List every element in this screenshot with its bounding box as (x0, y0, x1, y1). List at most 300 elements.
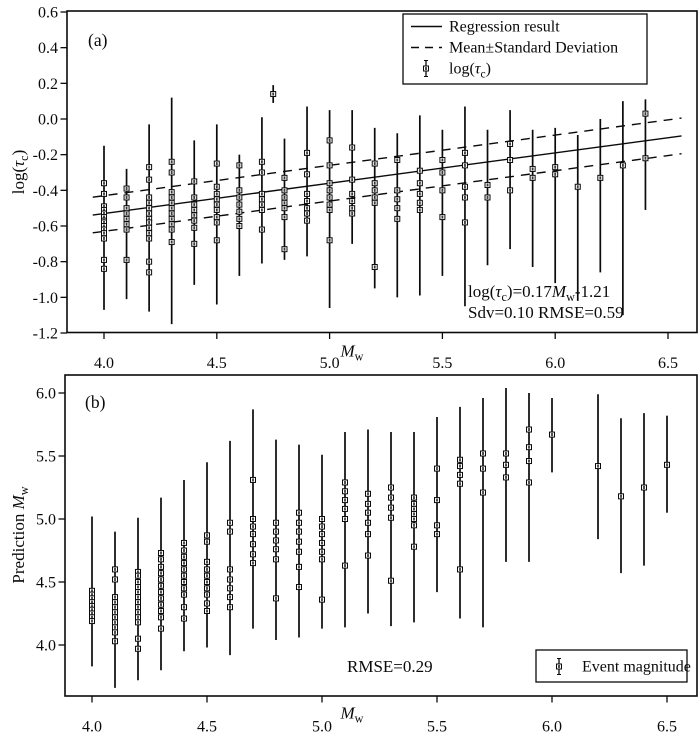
y-tick-label: 0.0 (38, 111, 58, 129)
marker-center-dot (183, 549, 185, 552)
marker-center-dot (126, 258, 128, 261)
marker-center-dot (367, 554, 369, 557)
x-tick-label: 4.0 (94, 355, 114, 372)
legend-label: Event magnitude (582, 658, 691, 676)
marker-center-dot (321, 550, 323, 553)
marker-center-dot (171, 171, 173, 174)
marker-center-dot (482, 452, 484, 455)
marker-center-dot (321, 558, 323, 561)
marker-center-dot (193, 203, 195, 206)
marker-center-dot (216, 221, 218, 224)
marker-center-dot (396, 159, 398, 162)
marker-center-dot (419, 169, 421, 172)
marker-center-dot (306, 173, 308, 176)
regression-line (93, 136, 682, 215)
marker-center-dot (329, 164, 331, 167)
marker-center-dot (284, 196, 286, 199)
marker-center-dot (216, 162, 218, 165)
marker-center-dot (597, 465, 599, 468)
marker-center-dot (413, 507, 415, 510)
marker-center-dot (261, 203, 263, 206)
marker-center-dot (229, 587, 231, 590)
marker-center-dot (171, 160, 173, 163)
x-tick-label: 4.0 (82, 718, 102, 736)
marker-center-dot (413, 545, 415, 548)
marker-center-dot (193, 214, 195, 217)
marker-center-dot (252, 553, 254, 556)
marker-center-dot (321, 598, 323, 601)
marker-center-dot (306, 212, 308, 215)
marker-center-dot (216, 192, 218, 195)
stddev-line-upper (93, 118, 682, 197)
marker-center-dot (183, 541, 185, 544)
marker-center-dot (137, 586, 139, 589)
marker-center-dot (126, 223, 128, 226)
marker-center-dot (160, 603, 162, 606)
legend-label: Regression result (449, 18, 560, 36)
marker-center-dot (344, 564, 346, 567)
marker-center-dot (505, 452, 507, 455)
marker-center-dot (442, 216, 444, 219)
marker-center-dot (344, 490, 346, 493)
marker-center-dot (306, 207, 308, 210)
marker-center-dot (160, 609, 162, 612)
marker-center-dot (344, 481, 346, 484)
marker-center-dot (160, 552, 162, 555)
marker-center-dot (464, 196, 466, 199)
marker-center-dot (114, 578, 116, 581)
marker-center-dot (148, 196, 150, 199)
marker-center-dot (206, 560, 208, 563)
x-tick-label: 5.0 (312, 718, 332, 736)
marker-center-dot (206, 581, 208, 584)
marker-center-dot (193, 208, 195, 211)
legend (536, 650, 691, 682)
marker-center-dot (396, 217, 398, 220)
marker-center-dot (206, 609, 208, 612)
marker-center-dot (238, 203, 240, 206)
marker-center-dot (528, 428, 530, 431)
marker-center-dot (459, 568, 461, 571)
marker-center-dot (329, 203, 331, 206)
marker-center-dot (442, 189, 444, 192)
plot-border (65, 375, 697, 696)
marker-center-dot (229, 596, 231, 599)
marker-center-dot (183, 562, 185, 565)
marker-center-dot (275, 548, 277, 551)
marker-center-dot (643, 486, 645, 489)
marker-center-dot (374, 162, 376, 165)
marker-center-dot (137, 574, 139, 577)
marker-center-dot (532, 167, 534, 170)
marker-center-dot (329, 239, 331, 242)
marker-center-dot (114, 621, 116, 624)
marker-center-dot (183, 581, 185, 584)
marker-center-dot (528, 446, 530, 449)
marker-center-dot (436, 524, 438, 527)
x-tick-label: 6.0 (545, 355, 566, 372)
marker-center-dot (252, 533, 254, 536)
marker-center-dot (229, 530, 231, 533)
marker-center-dot (436, 533, 438, 536)
marker-center-dot (284, 216, 286, 219)
marker-center-dot (390, 496, 392, 499)
marker-center-dot (114, 606, 116, 609)
marker-center-dot (148, 201, 150, 204)
marker-center-dot (216, 185, 218, 188)
x-axis-label: $M_w$ (340, 341, 364, 364)
x-tick-label: 5.5 (427, 718, 447, 736)
marker-center-dot (148, 166, 150, 169)
marker-center-dot (148, 226, 150, 229)
marker-center-dot (160, 578, 162, 581)
marker-center-dot (528, 481, 530, 484)
marker-center-dot (558, 665, 560, 668)
marker-center-dot (275, 521, 277, 524)
marker-center-dot (344, 499, 346, 502)
marker-center-dot (390, 516, 392, 519)
marker-center-dot (229, 521, 231, 524)
marker-center-dot (114, 631, 116, 634)
x-tick-label: 5.5 (432, 355, 453, 372)
marker-center-dot (275, 558, 277, 561)
y-tick-label: 0.4 (38, 40, 58, 58)
marker-center-dot (261, 228, 263, 231)
marker-center-dot (229, 606, 231, 609)
marker-center-dot (171, 196, 173, 199)
marker-center-dot (390, 486, 392, 489)
y-tick-label: -0.8 (32, 254, 58, 272)
marker-center-dot (103, 258, 105, 261)
marker-center-dot (206, 574, 208, 577)
marker-center-dot (114, 596, 116, 599)
marker-center-dot (252, 525, 254, 528)
marker-center-dot (148, 207, 150, 210)
marker-center-dot (436, 499, 438, 502)
marker-center-dot (103, 267, 105, 270)
marker-center-dot (114, 616, 116, 619)
y-tick-label: 4.5 (36, 574, 56, 592)
marker-center-dot (509, 159, 511, 162)
marker-center-dot (419, 201, 421, 204)
marker-center-dot (148, 221, 150, 224)
marker-center-dot (137, 581, 139, 584)
x-tick-label: 6.0 (542, 718, 562, 736)
marker-center-dot (171, 207, 173, 210)
marker-center-dot (464, 185, 466, 188)
marker-center-dot (261, 160, 263, 163)
marker-center-dot (206, 534, 208, 537)
marker-center-dot (367, 533, 369, 536)
marker-center-dot (114, 640, 116, 643)
marker-center-dot (298, 550, 300, 553)
marker-center-dot (344, 518, 346, 521)
marker-center-dot (329, 182, 331, 185)
marker-center-dot (482, 491, 484, 494)
marker-center-dot (344, 507, 346, 510)
marker-center-dot (351, 207, 353, 210)
marker-center-dot (351, 192, 353, 195)
marker-center-dot (216, 239, 218, 242)
marker-center-dot (183, 606, 185, 609)
marker-center-dot (114, 626, 116, 629)
marker-center-dot (351, 200, 353, 203)
marker-center-dot (509, 189, 511, 192)
marker-center-dot (252, 518, 254, 521)
marker-center-dot (329, 189, 331, 192)
marker-center-dot (577, 185, 579, 188)
marker-center-dot (413, 512, 415, 515)
y-tick-label: -0.2 (32, 147, 58, 165)
marker-center-dot (160, 597, 162, 600)
marker-center-dot (238, 196, 240, 199)
marker-center-dot (413, 496, 415, 499)
marker-center-dot (206, 593, 208, 596)
marker-center-dot (137, 591, 139, 594)
marker-center-dot (351, 212, 353, 215)
marker-center-dot (351, 146, 353, 149)
marker-center-dot (413, 502, 415, 505)
marker-center-dot (103, 182, 105, 185)
marker-center-dot (528, 460, 530, 463)
marker-center-dot (261, 192, 263, 195)
marker-center-dot (321, 533, 323, 536)
annotation-line: $\log(\tau_c)=0.17M_w-1.21$ (468, 282, 611, 305)
marker-center-dot (367, 502, 369, 505)
legend-label: $\log(\tau_c)$ (449, 60, 491, 81)
marker-center-dot (193, 226, 195, 229)
marker-center-dot (137, 601, 139, 604)
marker-center-dot (148, 271, 150, 274)
marker-center-dot (275, 530, 277, 533)
marker-center-dot (137, 596, 139, 599)
marker-center-dot (216, 198, 218, 201)
marker-center-dot (171, 212, 173, 215)
marker-center-dot (645, 157, 647, 160)
marker-center-dot (459, 473, 461, 476)
marker-center-dot (148, 237, 150, 240)
marker-center-dot (374, 266, 376, 269)
marker-center-dot (193, 196, 195, 199)
marker-center-dot (183, 593, 185, 596)
marker-center-dot (103, 232, 105, 235)
marker-center-dot (216, 208, 218, 211)
marker-center-dot (374, 196, 376, 199)
marker-center-dot (329, 196, 331, 199)
marker-center-dot (645, 112, 647, 115)
marker-center-dot (171, 191, 173, 194)
marker-center-dot (137, 606, 139, 609)
marker-center-dot (298, 521, 300, 524)
marker-center-dot (183, 568, 185, 571)
marker-center-dot (459, 458, 461, 461)
marker-center-dot (298, 530, 300, 533)
marker-center-dot (206, 602, 208, 605)
marker-center-dot (505, 476, 507, 479)
marker-center-dot (261, 198, 263, 201)
marker-center-dot (261, 208, 263, 211)
marker-center-dot (396, 198, 398, 201)
stddev-line-lower (93, 154, 682, 233)
x-axis-label: $M_w$ (340, 703, 364, 726)
marker-center-dot (252, 562, 254, 565)
marker-center-dot (137, 637, 139, 640)
marker-center-dot (160, 565, 162, 568)
marker-center-dot (137, 621, 139, 624)
x-tick-label: 4.5 (197, 718, 217, 736)
marker-center-dot (298, 511, 300, 514)
marker-center-dot (183, 617, 185, 620)
marker-center-dot (126, 217, 128, 220)
marker-center-dot (554, 166, 556, 169)
y-tick-label: -0.6 (32, 218, 58, 236)
marker-center-dot (252, 478, 254, 481)
marker-center-dot (321, 525, 323, 528)
marker-center-dot (298, 565, 300, 568)
marker-center-dot (114, 611, 116, 614)
marker-center-dot (306, 200, 308, 203)
marker-center-dot (137, 647, 139, 650)
annotation-line: RMSE=0.29 (347, 657, 433, 676)
marker-center-dot (183, 574, 185, 577)
marker-center-dot (351, 178, 353, 181)
marker-center-dot (298, 540, 300, 543)
marker-center-dot (206, 540, 208, 543)
panel-label: (a) (88, 30, 108, 50)
marker-center-dot (171, 201, 173, 204)
marker-center-dot (551, 433, 553, 436)
marker-center-dot (396, 207, 398, 210)
marker-center-dot (487, 183, 489, 186)
y-axis-label: Prediction $M_w$ (9, 486, 32, 584)
y-axis-label: $\log(\tau_c)$ (9, 149, 32, 195)
marker-center-dot (160, 558, 162, 561)
marker-center-dot (148, 212, 150, 215)
marker-center-dot (238, 164, 240, 167)
marker-center-dot (599, 176, 601, 179)
marker-center-dot (419, 192, 421, 195)
marker-center-dot (261, 171, 263, 174)
marker-center-dot (390, 506, 392, 509)
panel-label: (b) (85, 392, 106, 412)
marker-center-dot (238, 224, 240, 227)
error-bars (92, 388, 667, 688)
marker-center-dot (306, 192, 308, 195)
marker-center-dot (459, 482, 461, 485)
marker-center-dot (329, 139, 331, 142)
marker-center-dot (193, 219, 195, 222)
y-tick-label: 6.0 (36, 385, 56, 403)
y-tick-label: 0.2 (38, 75, 58, 93)
marker-center-dot (413, 524, 415, 527)
marker-center-dot (183, 555, 185, 558)
marker-center-dot (160, 591, 162, 594)
marker-center-dot (206, 568, 208, 571)
marker-center-dot (193, 180, 195, 183)
marker-center-dot (442, 171, 444, 174)
marker-center-dot (229, 568, 231, 571)
annotation-line: Sdv=0.10 RMSE=0.59 (468, 303, 624, 322)
marker-center-dot (183, 587, 185, 590)
marker-center-dot (321, 518, 323, 521)
marker-center-dot (374, 201, 376, 204)
marker-center-dot (464, 164, 466, 167)
marker-center-dot (171, 241, 173, 244)
y-tick-label: -0.4 (32, 182, 58, 200)
marker-center-dot (238, 210, 240, 213)
marker-center-dot (284, 189, 286, 192)
marker-center-dot (171, 217, 173, 220)
marker-center-dot (464, 151, 466, 154)
marker-center-dot (459, 465, 461, 468)
marker-center-dot (275, 597, 277, 600)
marker-center-dot (532, 176, 534, 179)
marker-center-dot (103, 237, 105, 240)
marker-center-dot (126, 207, 128, 210)
marker-center-dot (252, 543, 254, 546)
marker-center-dot (413, 518, 415, 521)
marker-center-dot (148, 260, 150, 263)
marker-center-dot (171, 228, 173, 231)
y-tick-label: 4.0 (36, 637, 56, 655)
marker-center-dot (554, 173, 556, 176)
y-tick-label: -1.2 (32, 325, 58, 343)
marker-center-dot (622, 164, 624, 167)
marker-center-dot (148, 178, 150, 181)
marker-center-dot (284, 248, 286, 251)
y-tick-label: -1.0 (32, 289, 58, 307)
marker-center-dot (419, 182, 421, 185)
marker-center-dot (206, 587, 208, 590)
marker-center-dot (374, 189, 376, 192)
marker-center-dot (160, 616, 162, 619)
y-tick-label: 5.5 (36, 448, 56, 466)
y-tick-label: 0.6 (38, 4, 58, 22)
marker-center-dot (390, 579, 392, 582)
marker-center-dot (229, 578, 231, 581)
x-tick-label: 6.5 (657, 718, 677, 736)
marker-center-dot (505, 463, 507, 466)
marker-center-dot (442, 159, 444, 162)
marker-center-dot (171, 223, 173, 226)
marker-center-dot (666, 463, 668, 466)
marker-center-dot (367, 521, 369, 524)
marker-center-dot (126, 228, 128, 231)
marker-center-dot (284, 201, 286, 204)
marker-center-dot (396, 189, 398, 192)
marker-center-dot (306, 219, 308, 222)
marker-center-dot (137, 611, 139, 614)
marker-center-dot (103, 192, 105, 195)
marker-center-dot (160, 584, 162, 587)
marker-center-dot (160, 572, 162, 575)
x-tick-label: 4.5 (206, 355, 227, 372)
marker-center-dot (509, 142, 511, 145)
marker-center-dot (482, 467, 484, 470)
marker-center-dot (321, 541, 323, 544)
marker-center-dot (298, 586, 300, 589)
marker-center-dot (193, 242, 195, 245)
marker-center-dot (160, 627, 162, 630)
marker-center-dot (275, 539, 277, 542)
marker-center-dot (238, 217, 240, 220)
data-points (90, 427, 670, 651)
marker-center-dot (272, 93, 274, 96)
legend-label: Mean±Standard Deviation (449, 39, 619, 57)
marker-center-dot (216, 216, 218, 219)
marker-center-dot (284, 207, 286, 210)
marker-center-dot (137, 616, 139, 619)
